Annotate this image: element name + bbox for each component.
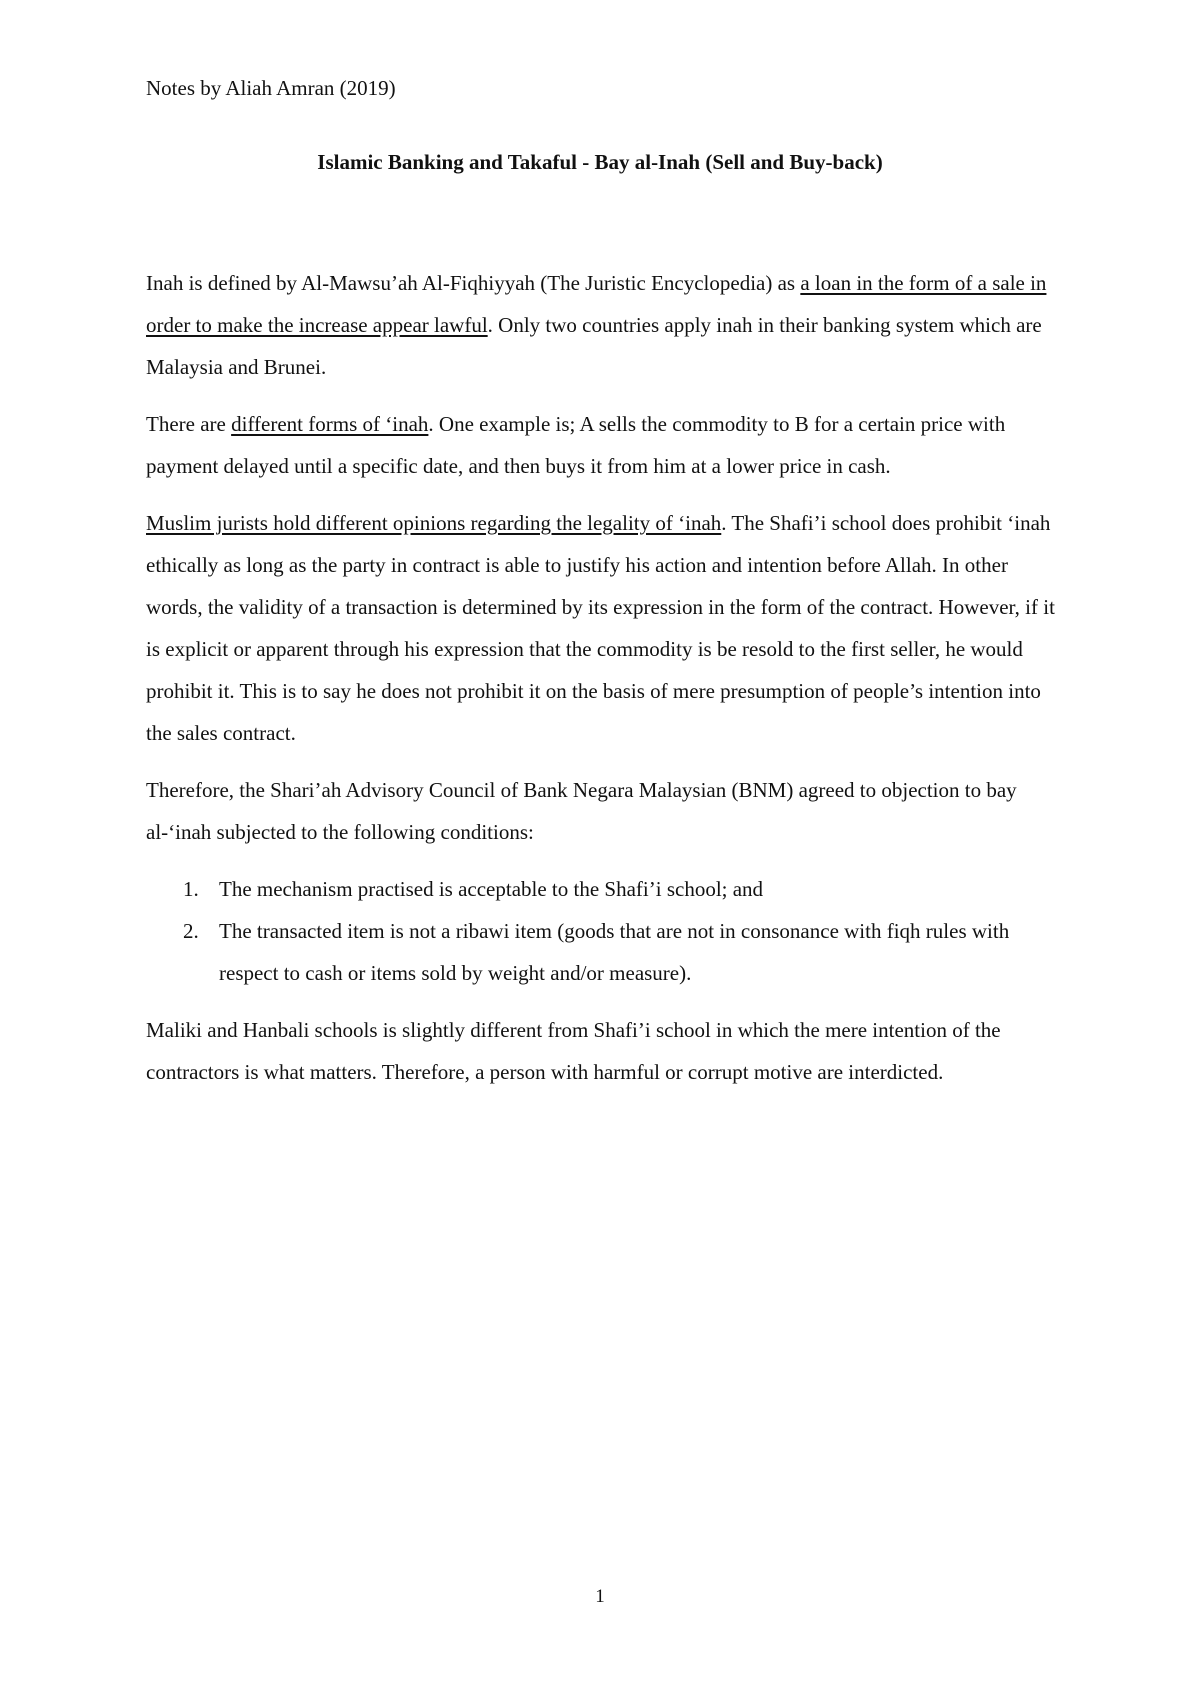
document-body bbox=[146, 262, 1066, 1108]
paragraph-jurists bbox=[146, 502, 1066, 754]
paragraph-forms bbox=[146, 403, 1066, 487]
paragraph-forms-text-b: . One example is; A sells the commodity to B for a certain price with payment delayed until a specific date, and then buys it from him at a lower price in cash. bbox=[146, 412, 1006, 478]
paragraph-definition-text-b: . Only two countries apply inah in their banking system which are Malaysia and Brunei. bbox=[146, 313, 1042, 379]
page-number: 1 bbox=[595, 1586, 605, 1607]
paragraph-jurists-underlined: Muslim jurists hold different opinions regarding the legality of ‘inah bbox=[146, 511, 722, 535]
paragraph-jurists-text-b: . The Shafi’i school does prohibit ‘inah ethically as long as the party in contract is able to justify his action and intention before Allah. In other words, the validity of a transaction is determined by its expression in the form of the contract. However, if it is explicit or apparent through his expression that the commodity is be resold to the first seller, he would prohibit it. This is to say he does not prohibit it on the basis of mere presumption of people’s intention into the sales contract. bbox=[146, 511, 1055, 745]
conditions-list bbox=[146, 868, 1066, 994]
paragraph-definition bbox=[146, 262, 1066, 388]
paragraph-forms-text-a: There are bbox=[146, 412, 232, 436]
paragraph-forms-underlined: different forms of ‘inah bbox=[231, 412, 429, 436]
list-item-number: 1. bbox=[183, 877, 199, 901]
paragraph-maliki-hanbali: Maliki and Hanbali schools is slightly different from Shafi’i school in which the mere intention of the contractors is what matters. Therefore, a person with harmful or corrupt motive are interdicted. bbox=[146, 1018, 1001, 1084]
paragraph-definition-underlined: a loan in the form of a sale in order to make the increase appear lawful bbox=[146, 271, 1047, 337]
document-title: Islamic Banking and Takaful - Bay al-Inah (Sell and Buy-back) bbox=[317, 150, 883, 174]
list-item bbox=[146, 910, 1066, 994]
header-note: Notes by Aliah Amran (2019) bbox=[146, 76, 396, 100]
list-item-text: The transacted item is not a ribawi item (goods that are not in consonance with fiqh rules with respect to cash or items sold by weight and/or measure). bbox=[219, 919, 1010, 985]
paragraph-bnm: Therefore, the Shari’ah Advisory Council of Bank Negara Malaysian (BNM) agreed to objection to bay al-‘inah subjected to the following conditions: bbox=[146, 778, 1017, 844]
paragraph-definition-text-a: Inah is defined by Al-Mawsu’ah Al-Fiqhiyyah (The Juristic Encyclopedia) as bbox=[146, 271, 801, 295]
list-item-text: The mechanism practised is acceptable to the Shafi’i school; and bbox=[219, 877, 764, 901]
list-item-number: 2. bbox=[183, 919, 199, 943]
list-item bbox=[146, 868, 1066, 910]
